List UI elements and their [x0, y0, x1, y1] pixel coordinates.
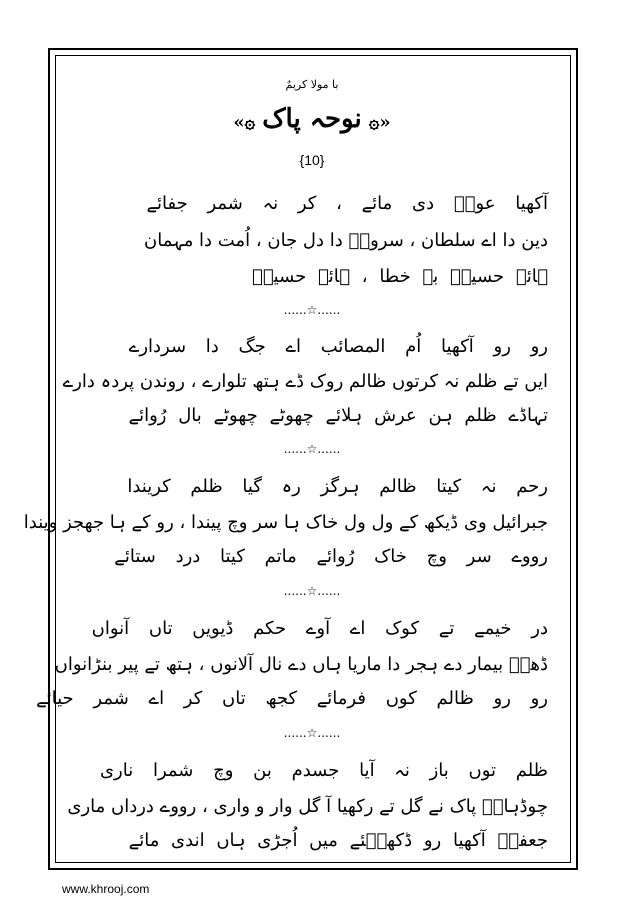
stanza-3-line-1: رحم نہ کیتا ظالم ہرگز رہ گیا ظلم کریندا [127, 476, 548, 497]
stanza-4-line-1: در خیمے تے کوک اے آوے حکم ڈیویں تاں آنواں [91, 618, 548, 639]
stanza-separator: ......☆...... [283, 584, 341, 598]
stanza-2-line-1: رو رو آکھیا اُم المصائب اے جگ دا سردارے [128, 336, 548, 357]
stanza-separator: ......☆...... [283, 303, 341, 317]
stanza-4-line-3: رو رو ظالم کوں فرمائے کجھ تاں کر اے شمر حیائے [36, 688, 548, 709]
title-ornament-right: ۞» [368, 112, 391, 133]
stanza-2-line-3: تہاڈے ظلم ہن عرش ہلائے چھوٹے چھوٹے بال رُوائے [128, 405, 548, 426]
poem-number: {10} [299, 152, 325, 168]
stanza-5-line-3: جعفرؑ آکھیا رو ڈکھیؑئے میں اُجڑی ہاں اندی مائے [128, 830, 548, 851]
footer-url: www.khrooj.com [62, 882, 150, 896]
stanza-5-line-1: ظلم توں باز نہ آیا جسدم بن وچ شمرا ناری [99, 760, 548, 781]
stanza-separator: ......☆...... [283, 442, 341, 456]
stanza-1-line-1: آکھیا عونؑ دی مائے ، کر نہ شمر جفائے [146, 193, 548, 214]
stanza-3-line-2: جبرائیل وی ڈیکھ کے ول ول خاک ہا سر وچ پیندا ، رو کے ہا جھجز ویندا [23, 512, 548, 533]
stanza-5-line-2: چوڈہاںؑ پاک نے گل تے رکھیا آ گل وار و واری ، رووے درداں ماری [67, 796, 548, 817]
page-inner-border [55, 55, 571, 863]
invocation-text: با مولا کریمٌ [285, 78, 339, 91]
stanza-1-line-3: ہائے حسینؑ بے خطا ، ہائے حسینؑ [252, 266, 548, 287]
title-ornament-left: «۞ [233, 112, 256, 133]
stanza-2-line-2: ایں تے ظلم نہ کرتوں ظالم روک ڈے ہتھ تلوارے ، روندن پردہ دارے [62, 371, 548, 392]
title-block [0, 104, 624, 134]
stanza-separator: ......☆...... [283, 726, 341, 740]
page-title: نوحہ پاک [262, 104, 362, 134]
stanza-3-line-3: رووے سر وچ خاک رُوائے ماتم کیتا درد ستائے [114, 546, 548, 567]
stanza-4-line-2: ڈھیؑ بیمار دے ہجر دا ماریا ہاں دے نال آلانوں ، ہتھ تے پیر بنڑانواں [54, 654, 548, 675]
page-border [48, 48, 578, 870]
stanza-1-line-2: دین دا اے سلطان ، سرورؑ دا دل جان ، اُمت دا مہمان [144, 230, 548, 251]
